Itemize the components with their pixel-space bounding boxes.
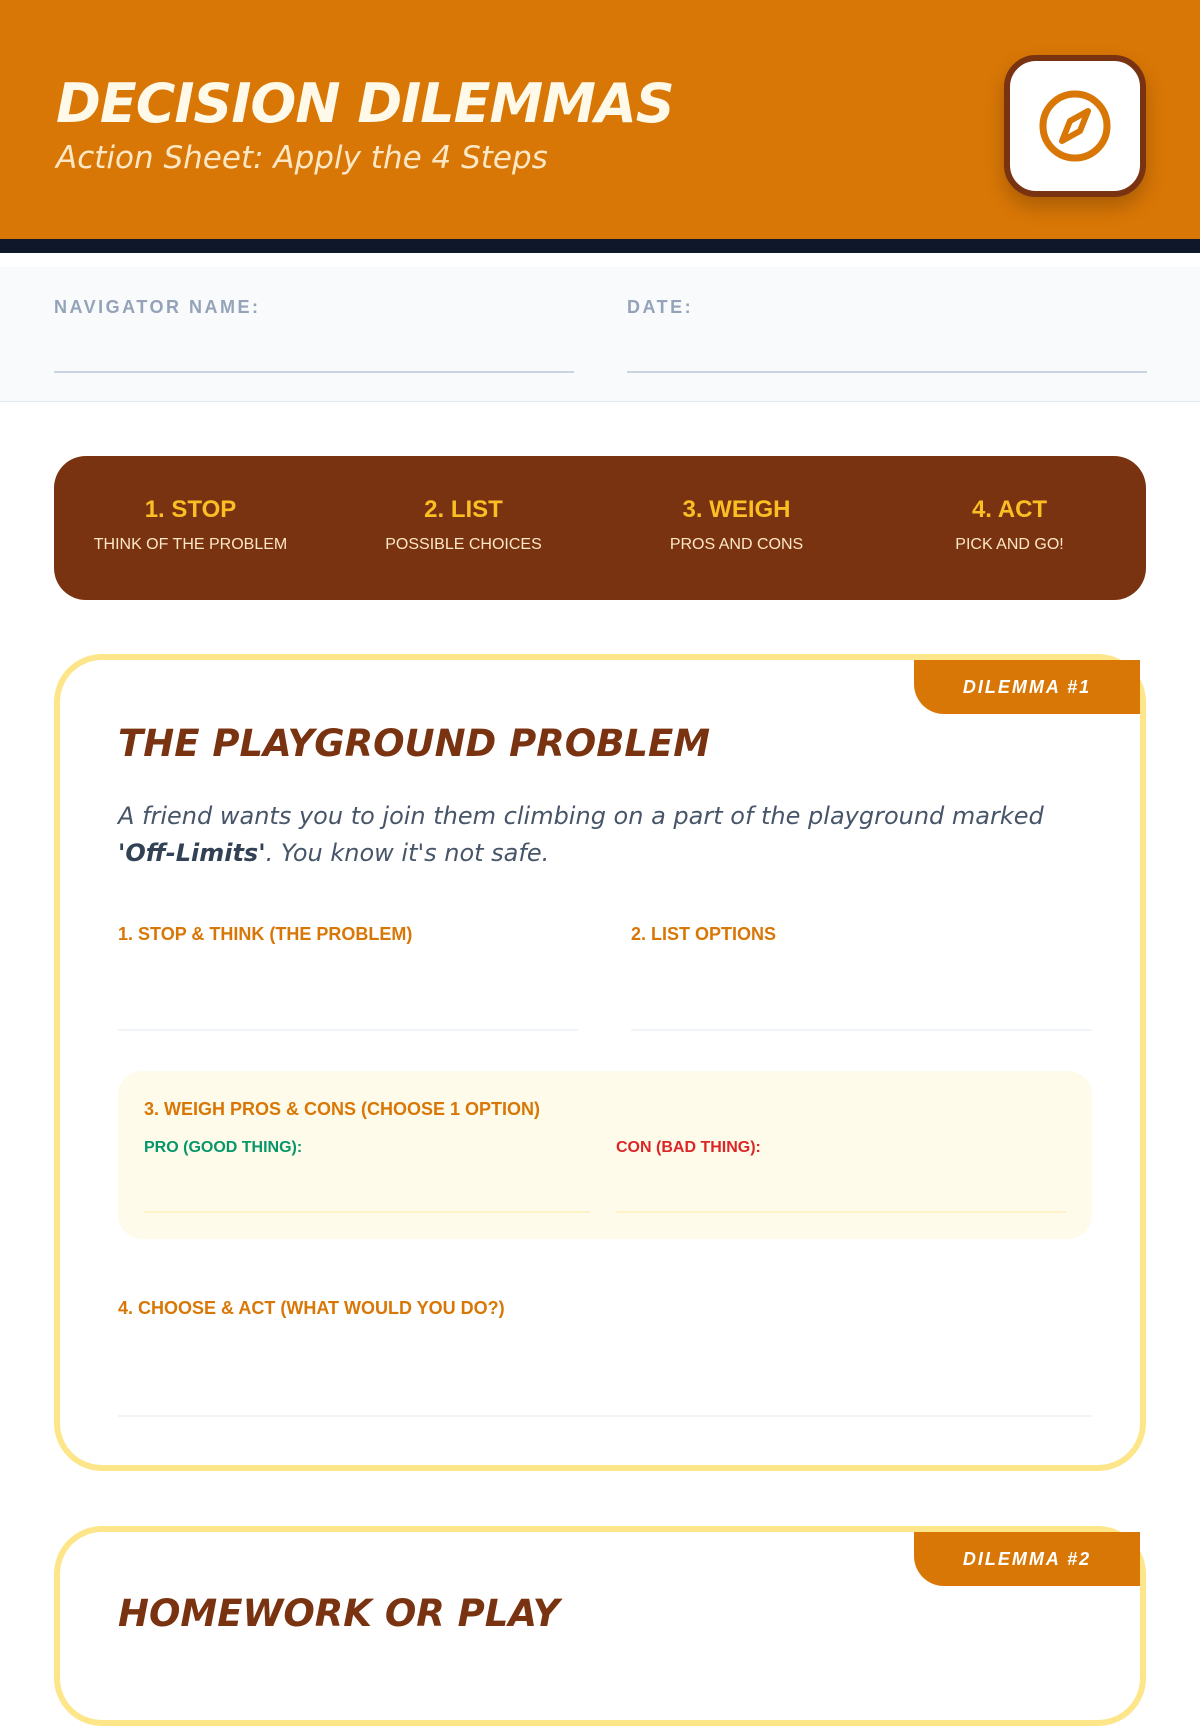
choose-act-label: 4. CHOOSE & ACT (WHAT WOULD YOU DO?) [118, 1298, 505, 1318]
dilemma-card-1 [54, 654, 1146, 1471]
logo-badge [1004, 55, 1146, 197]
page-subtitle: Action Sheet: Apply the 4 Steps [56, 140, 548, 176]
dilemma-title: THE PLAYGROUND PROBLEM [118, 722, 711, 765]
weigh-pros-cons-box [118, 1071, 1092, 1239]
con-label: CON (BAD THING): [616, 1139, 761, 1156]
choose-act-answer-line[interactable] [118, 1415, 1092, 1417]
weigh-label: 3. WEIGH PROS & CONS (CHOOSE 1 OPTION) [144, 1099, 541, 1119]
description-text: A friend wants you to join them climbing on a part of the playground marked [118, 802, 1044, 830]
date-label: DATE: [627, 297, 694, 317]
page-header [0, 0, 1200, 253]
pro-answer-line[interactable] [144, 1211, 590, 1213]
navigator-name-field[interactable] [54, 371, 574, 373]
description-text: . You know it's not safe. [265, 839, 550, 867]
stop-think-label: 1. STOP & THINK (THE PROBLEM) [118, 924, 413, 944]
dilemma-card-2 [54, 1526, 1146, 1726]
navigator-name-label: NAVIGATOR NAME: [54, 297, 261, 317]
steps-bar [54, 456, 1146, 600]
step-title: 2. LIST [424, 496, 503, 523]
info-bar [0, 267, 1200, 402]
step-weigh [600, 456, 873, 600]
date-field[interactable] [627, 371, 1147, 373]
step-act [873, 456, 1146, 600]
step-title: 1. STOP [144, 496, 237, 523]
step-subtitle: PROS AND CONS [669, 536, 804, 553]
step-stop [54, 456, 327, 600]
stop-think-answer-line[interactable] [118, 1029, 578, 1031]
step-subtitle: POSSIBLE CHOICES [385, 536, 542, 553]
list-options-label: 2. LIST OPTIONS [631, 924, 777, 944]
dilemma-description [118, 798, 1078, 872]
step-title: 3. WEIGH [682, 496, 791, 523]
page-title: DECISION DILEMMAS [56, 72, 674, 135]
dilemma-tab: DILEMMA #1 [914, 660, 1140, 714]
pro-label: PRO (GOOD THING): [144, 1139, 303, 1156]
con-answer-line[interactable] [616, 1211, 1066, 1213]
step-subtitle: THINK OF THE PROBLEM [93, 536, 288, 553]
list-options-answer-line[interactable] [631, 1029, 1092, 1031]
dilemma-tab: DILEMMA #2 [914, 1532, 1140, 1586]
step-title: 4. ACT [971, 496, 1048, 523]
description-emphasis: 'Off-Limits' [118, 839, 266, 867]
dilemma-title: HOMEWORK OR PLAY [118, 1592, 560, 1635]
step-subtitle: PICK AND GO! [955, 536, 1064, 553]
step-list [327, 456, 600, 600]
compass-icon [1036, 87, 1114, 165]
